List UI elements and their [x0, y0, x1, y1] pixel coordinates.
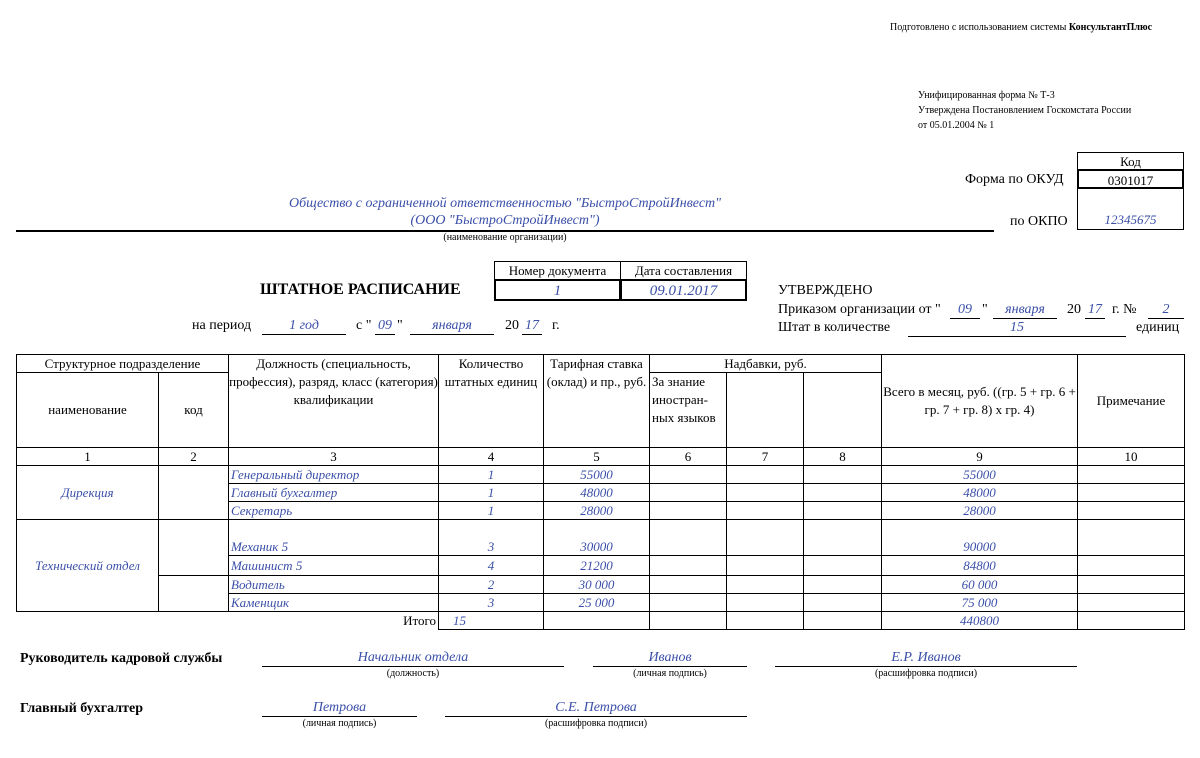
total-cell: 48000 [882, 484, 1078, 502]
total-cell: 90000 [882, 520, 1078, 556]
approved-title: УТВЕРЖДЕНО [778, 283, 873, 298]
total-sum: 440800 [882, 612, 1078, 630]
order-year: 17 [1085, 302, 1105, 319]
order-label: Приказом организации от " [778, 302, 941, 317]
total-count: 15 [439, 612, 544, 630]
count-cell: 3 [439, 520, 544, 556]
order-year-prefix: 20 [1067, 302, 1081, 317]
hr-label: Руководитель кадровой службы [20, 651, 223, 666]
h-division: Структурное подразделение [17, 355, 229, 373]
h-allowance-7 [727, 373, 804, 448]
count-cell: 1 [439, 484, 544, 502]
rate-cell: 28000 [544, 502, 650, 520]
table-row [17, 466, 1185, 484]
rate-cell: 30 000 [544, 576, 650, 594]
form-line2: Утверждена Постановлением Госкомстата России [918, 105, 1132, 116]
acc-name: С.Е. Петрова [445, 700, 747, 717]
hr-signature: Иванов [593, 650, 747, 667]
rate-cell: 48000 [544, 484, 650, 502]
table-row [17, 576, 1185, 594]
doc-date-label: Дата составления [620, 261, 747, 280]
total-cell: 84800 [882, 556, 1078, 576]
acc-label: Главный бухгалтер [20, 701, 143, 716]
count-cell: 2 [439, 576, 544, 594]
okud-label: Форма по ОКУД [965, 172, 1064, 187]
position-cell: Генеральный директор [229, 466, 439, 484]
h-position: Должность (специальность, профессия), разряд, класс (категория) квалификации [229, 355, 439, 448]
division-name: Дирекция [17, 466, 159, 520]
staff-unit: единиц [1136, 320, 1180, 335]
from-day: 09 [375, 318, 395, 335]
total-label: Итого [17, 612, 439, 630]
from-month: января [410, 318, 494, 335]
cap-position: (должность) [386, 668, 440, 679]
total-row [17, 612, 1185, 630]
position-cell: Механик 5 [229, 520, 439, 556]
cap-signature: (личная подпись) [633, 668, 707, 679]
rate-cell: 25 000 [544, 594, 650, 612]
org-caption: (наименование организации) [443, 232, 567, 243]
total-cell: 60 000 [882, 576, 1078, 594]
h-note: Примечание [1078, 355, 1185, 448]
order-number-label: г. № [1112, 302, 1137, 317]
rate-cell: 21200 [544, 556, 650, 576]
total-cell: 75 000 [882, 594, 1078, 612]
division-code [159, 520, 229, 576]
h-rate: Тарифная ставка (оклад) и пр., руб. [544, 355, 650, 448]
col-number: 3 [229, 448, 439, 466]
h-allowances: Надбавки, руб. [650, 355, 882, 373]
code-header: Код [1077, 152, 1184, 170]
col-number: 6 [650, 448, 727, 466]
col-number: 7 [727, 448, 804, 466]
order-month: января [993, 302, 1057, 319]
doc-number-label: Номер документа [494, 261, 621, 280]
position-cell: Каменщик [229, 594, 439, 612]
okpo-value: 12345675 [1104, 212, 1157, 227]
h-total: Всего в месяц, руб. ((гр. 5 + гр. 6 + гр. 7 + гр. 8) х гр. 4) [882, 355, 1078, 448]
staff-line [0, 320, 1200, 340]
from-quote-close: " [397, 318, 403, 333]
count-cell: 1 [439, 502, 544, 520]
division-code [159, 576, 229, 612]
acc-cap-name: (расшифровка подписи) [544, 718, 648, 729]
okpo-label: по ОКПО [1010, 214, 1068, 229]
division-code [159, 466, 229, 520]
form-info [918, 88, 1131, 133]
column-numbers-row [17, 448, 1185, 466]
org-name-line1: Общество с ограниченной ответственностью "БыстроСтройИнвест" [288, 196, 722, 211]
form-line1: Унифицированная форма № Т-3 [918, 90, 1055, 101]
col-number: 9 [882, 448, 1078, 466]
staff-count: 15 [908, 320, 1126, 337]
col-number: 2 [159, 448, 229, 466]
year-prefix: 20 [505, 318, 519, 333]
acc-signature: Петрова [262, 700, 417, 717]
col-number: 10 [1078, 448, 1185, 466]
position-cell: Главный бухгалтер [229, 484, 439, 502]
rate-cell: 30000 [544, 520, 650, 556]
total-cell: 28000 [882, 502, 1078, 520]
order-number: 2 [1148, 302, 1184, 319]
col-number: 1 [17, 448, 159, 466]
table-row [17, 520, 1185, 556]
division-name: Технический отдел [17, 520, 159, 612]
org-name-line2: (ООО "БыстроСтройИнвест") [410, 213, 600, 228]
col-number: 5 [544, 448, 650, 466]
order-line [0, 302, 1200, 322]
hr-name: Е.Р. Иванов [775, 650, 1077, 667]
total-cell: 55000 [882, 466, 1078, 484]
order-quote-close: " [982, 302, 988, 317]
staff-label: Штат в количестве [778, 320, 891, 335]
position-cell: Машинист 5 [229, 556, 439, 576]
h-allowance-8 [804, 373, 882, 448]
form-line3: от 05.01.2004 № 1 [918, 120, 995, 131]
doc-date: 09.01.2017 [620, 279, 747, 301]
hr-position: Начальник отдела [262, 650, 564, 667]
acc-cap-signature: (личная подпись) [302, 718, 377, 729]
count-cell: 3 [439, 594, 544, 612]
count-cell: 1 [439, 466, 544, 484]
rate-cell: 55000 [544, 466, 650, 484]
period-value: 1 год [262, 318, 346, 335]
position-cell: Секретарь [229, 502, 439, 520]
okpo-box [1077, 188, 1184, 230]
col-number: 8 [804, 448, 882, 466]
year-suffix: г. [552, 318, 560, 333]
h-count: Количество штатных единиц [439, 355, 544, 448]
okud-value: 0301017 [1077, 169, 1184, 189]
from-year: 17 [522, 318, 542, 335]
cap-name: (расшифровка подписи) [874, 668, 978, 679]
h-name: наименование [17, 373, 159, 448]
h-code: код [159, 373, 229, 448]
doc-number: 1 [494, 279, 621, 301]
order-day: 09 [950, 302, 980, 319]
from-label: с " [356, 318, 372, 333]
prepared-note: Подготовлено с использованием системы КонсультантПлюс [890, 22, 1153, 33]
staff-table [16, 354, 1185, 630]
count-cell: 4 [439, 556, 544, 576]
col-number: 4 [439, 448, 544, 466]
position-cell: Водитель [229, 576, 439, 594]
h-languages: За знание иностран-ных языков [650, 373, 727, 448]
period-label: на период [192, 318, 252, 333]
document-title: ШТАТНОЕ РАСПИСАНИЕ [260, 281, 461, 298]
